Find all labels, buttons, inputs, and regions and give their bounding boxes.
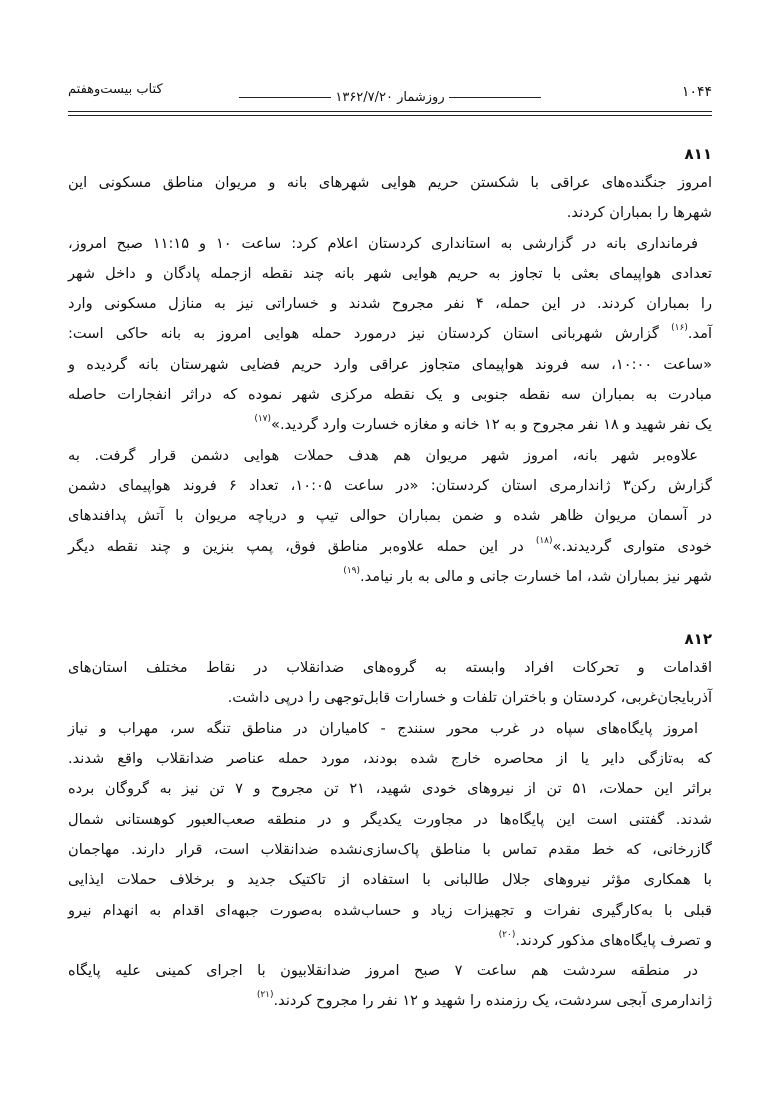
line-text: مبادرت به بمباران سه نقطه جنوبی و یک نقطه مرکزی شهر نموده که دراثر انفجارات حاصله [68, 386, 712, 404]
line-text: که به‌تازگی دایر یا از محاصره خارج شده بودند، مورد حمله عناصر ضدانقلاب واقع شدند. [68, 750, 712, 768]
text-line [68, 198, 712, 228]
line-text: گازرخانی، که خط مقدم تماس با مناطق پاک‌سازی‌نشده ضدانقلاب است، قرار دارند. مهاجمان [68, 840, 712, 858]
line-text: اقدامات و تحرکات افراد وابسته به گروه‌های ضدانقلاب در نقاط مختلف استان‌های [68, 659, 712, 677]
line-text: خودی متواری گردیدند.» [552, 537, 712, 555]
line-text: امروز جنگنده‌های عراقی با شکستن حریم هوایی شهرهای بانه و مریوان مناطق مسکونی این [68, 174, 712, 191]
text-line [68, 471, 712, 501]
line-text: در آسمان مریوان ظاهر شده و ضمن بمباران حوالی تیپ و دریاچه مریوان با آتش پدافندهای [68, 507, 712, 525]
line-text: شدند. گفتنی است این پایگاه‌ها در مجاورت یکدیگر و در منطقه صعب‌العبور کوهستانی شمال [68, 810, 712, 828]
footnote-ref[interactable]: (۲۱) [256, 990, 274, 1001]
line-text: در این حمله علاوه‌بر مناطق فوق، پمپ بنزین و چند نقطه دیگر [68, 537, 536, 555]
text-line [68, 319, 712, 349]
text-line [68, 532, 712, 562]
text-line [68, 774, 712, 804]
text-line [68, 956, 712, 986]
line-text: قبلی با به‌کارگیری نفرات و تجهیزات زیاد و حساب‌شده به‌صورت جبهه‌ای اقدام به انهدام نیرو [68, 901, 712, 919]
footnote-ref[interactable]: (۱۶) [671, 323, 688, 334]
text-line [68, 289, 712, 319]
text-line [68, 714, 712, 744]
running-header [68, 82, 712, 108]
line-text: و تصرف پایگاه‌های مذکور کردند. [515, 931, 712, 949]
line-text: «ساعت ۱۰:۰۰، سه فروند هواپیمای متجاوز عراقی وارد حریم فضایی شهرستان بانه گردیده و [68, 355, 712, 373]
header-dash [239, 97, 331, 98]
text-line [68, 896, 712, 926]
line-text: علاوه‌بر شهر بانه، امروز شهر مریوان هم هدف حملات هوایی دشمن قرار گرفت. به [68, 446, 698, 464]
text-line [68, 441, 712, 471]
line-text: فرمانداری بانه در گزارشی به استانداری کردستان اعلام کرد: ساعت ۱۰ و ۱۱:۱۵ صبح امروز، [68, 234, 698, 252]
text-line [68, 835, 712, 865]
line-text: براثر این حملات، ۵۱ تن از نیروهای خودی شهید، ۲۱ تن مجروح و ۷ تن نیز به گروگان برده [68, 780, 712, 798]
line-text: در منطقه سردشت هم ساعت ۷ صبح امروز ضدانقلابیون با اجرای کمینی علیه پایگاه [68, 962, 698, 980]
text-line [68, 501, 712, 531]
line-text: آذربایجان‌غربی، کردستان و باختران تلفات و خسارات قابل‌توجهی را درپی داشت. [227, 689, 712, 707]
text-line [68, 986, 712, 1016]
line-text: شهرها را بمباران کردند. [566, 204, 712, 222]
book-title: کتاب بیست‌وهفتم [68, 82, 163, 97]
line-text: شهر نیز بمباران شد، اما خسارت جانی و مالی به بار نیامد. [360, 567, 712, 585]
footnote-ref[interactable]: (۱۷) [254, 414, 272, 425]
text-line [68, 229, 712, 259]
line-text: یک نفر شهید و ۱۸ نفر مجروح و به ۱۲ خانه و مغازه خسارت وارد گردید.» [271, 416, 712, 434]
line-text: ژاندارمری آبجی سردشت، یک رزمنده را شهید و ۱۲ نفر را مجروح کردند. [273, 992, 712, 1010]
text-line [68, 168, 712, 198]
text-line [68, 744, 712, 774]
text-line [68, 683, 712, 713]
text-line [68, 653, 712, 683]
page-number: ۱۰۴۴ [681, 84, 712, 100]
line-text: تعدادی هواپیمای بعثی با تجاوز به حریم هوایی شهر بانه چند نقطه ازجمله پادگان و داخل شهر [68, 264, 712, 282]
footnote-ref[interactable]: (۱۹) [343, 565, 360, 576]
line-text: گزارش رکن۳ ژاندارمری استان کردستان: «در ساعت ۱۰:۰۵، تعداد ۶ فروند هواپیمای دشمن [68, 476, 712, 494]
daybook-date [68, 90, 712, 105]
daybook-label: روزشمار ۱۳۶۲/۷/۲۰ [335, 90, 445, 105]
entry-number: ۸۱۱ [684, 145, 712, 163]
entry-number: ۸۱۲ [684, 630, 712, 649]
text-line [68, 562, 712, 592]
text-line [68, 350, 712, 380]
text-line [68, 926, 712, 956]
text-line [68, 410, 712, 440]
footnote-ref[interactable]: (۲۰) [498, 929, 516, 940]
header-double-rule [68, 111, 712, 116]
text-line [68, 380, 712, 410]
page-body [68, 140, 712, 1017]
text-line [68, 259, 712, 289]
header-dash [449, 97, 541, 98]
text-line [68, 865, 712, 895]
line-text: امروز پایگاه‌های سپاه در غرب محور سنندج - کامیاران در مناطق تنگه سر، مهراب و نیاز [68, 719, 698, 737]
line-text: را بمباران کردند. در این حمله، ۴ نفر مجروح شدند و خساراتی نیز به منازل مسکونی وارد [68, 295, 712, 313]
line-text: با همکاری مؤثر نیروهای جلال طالبانی با استفاده از تاکتیک جدید و برخلاف حملات ایذایی [68, 871, 712, 889]
text-line [68, 805, 712, 835]
line-text: گزارش شهربانی استان کردستان نیز درمورد حمله هوایی امروز به بانه حاکی است: [68, 325, 672, 343]
line-text: آمد. [687, 325, 712, 343]
footnote-ref[interactable]: (۱۸) [535, 535, 553, 546]
